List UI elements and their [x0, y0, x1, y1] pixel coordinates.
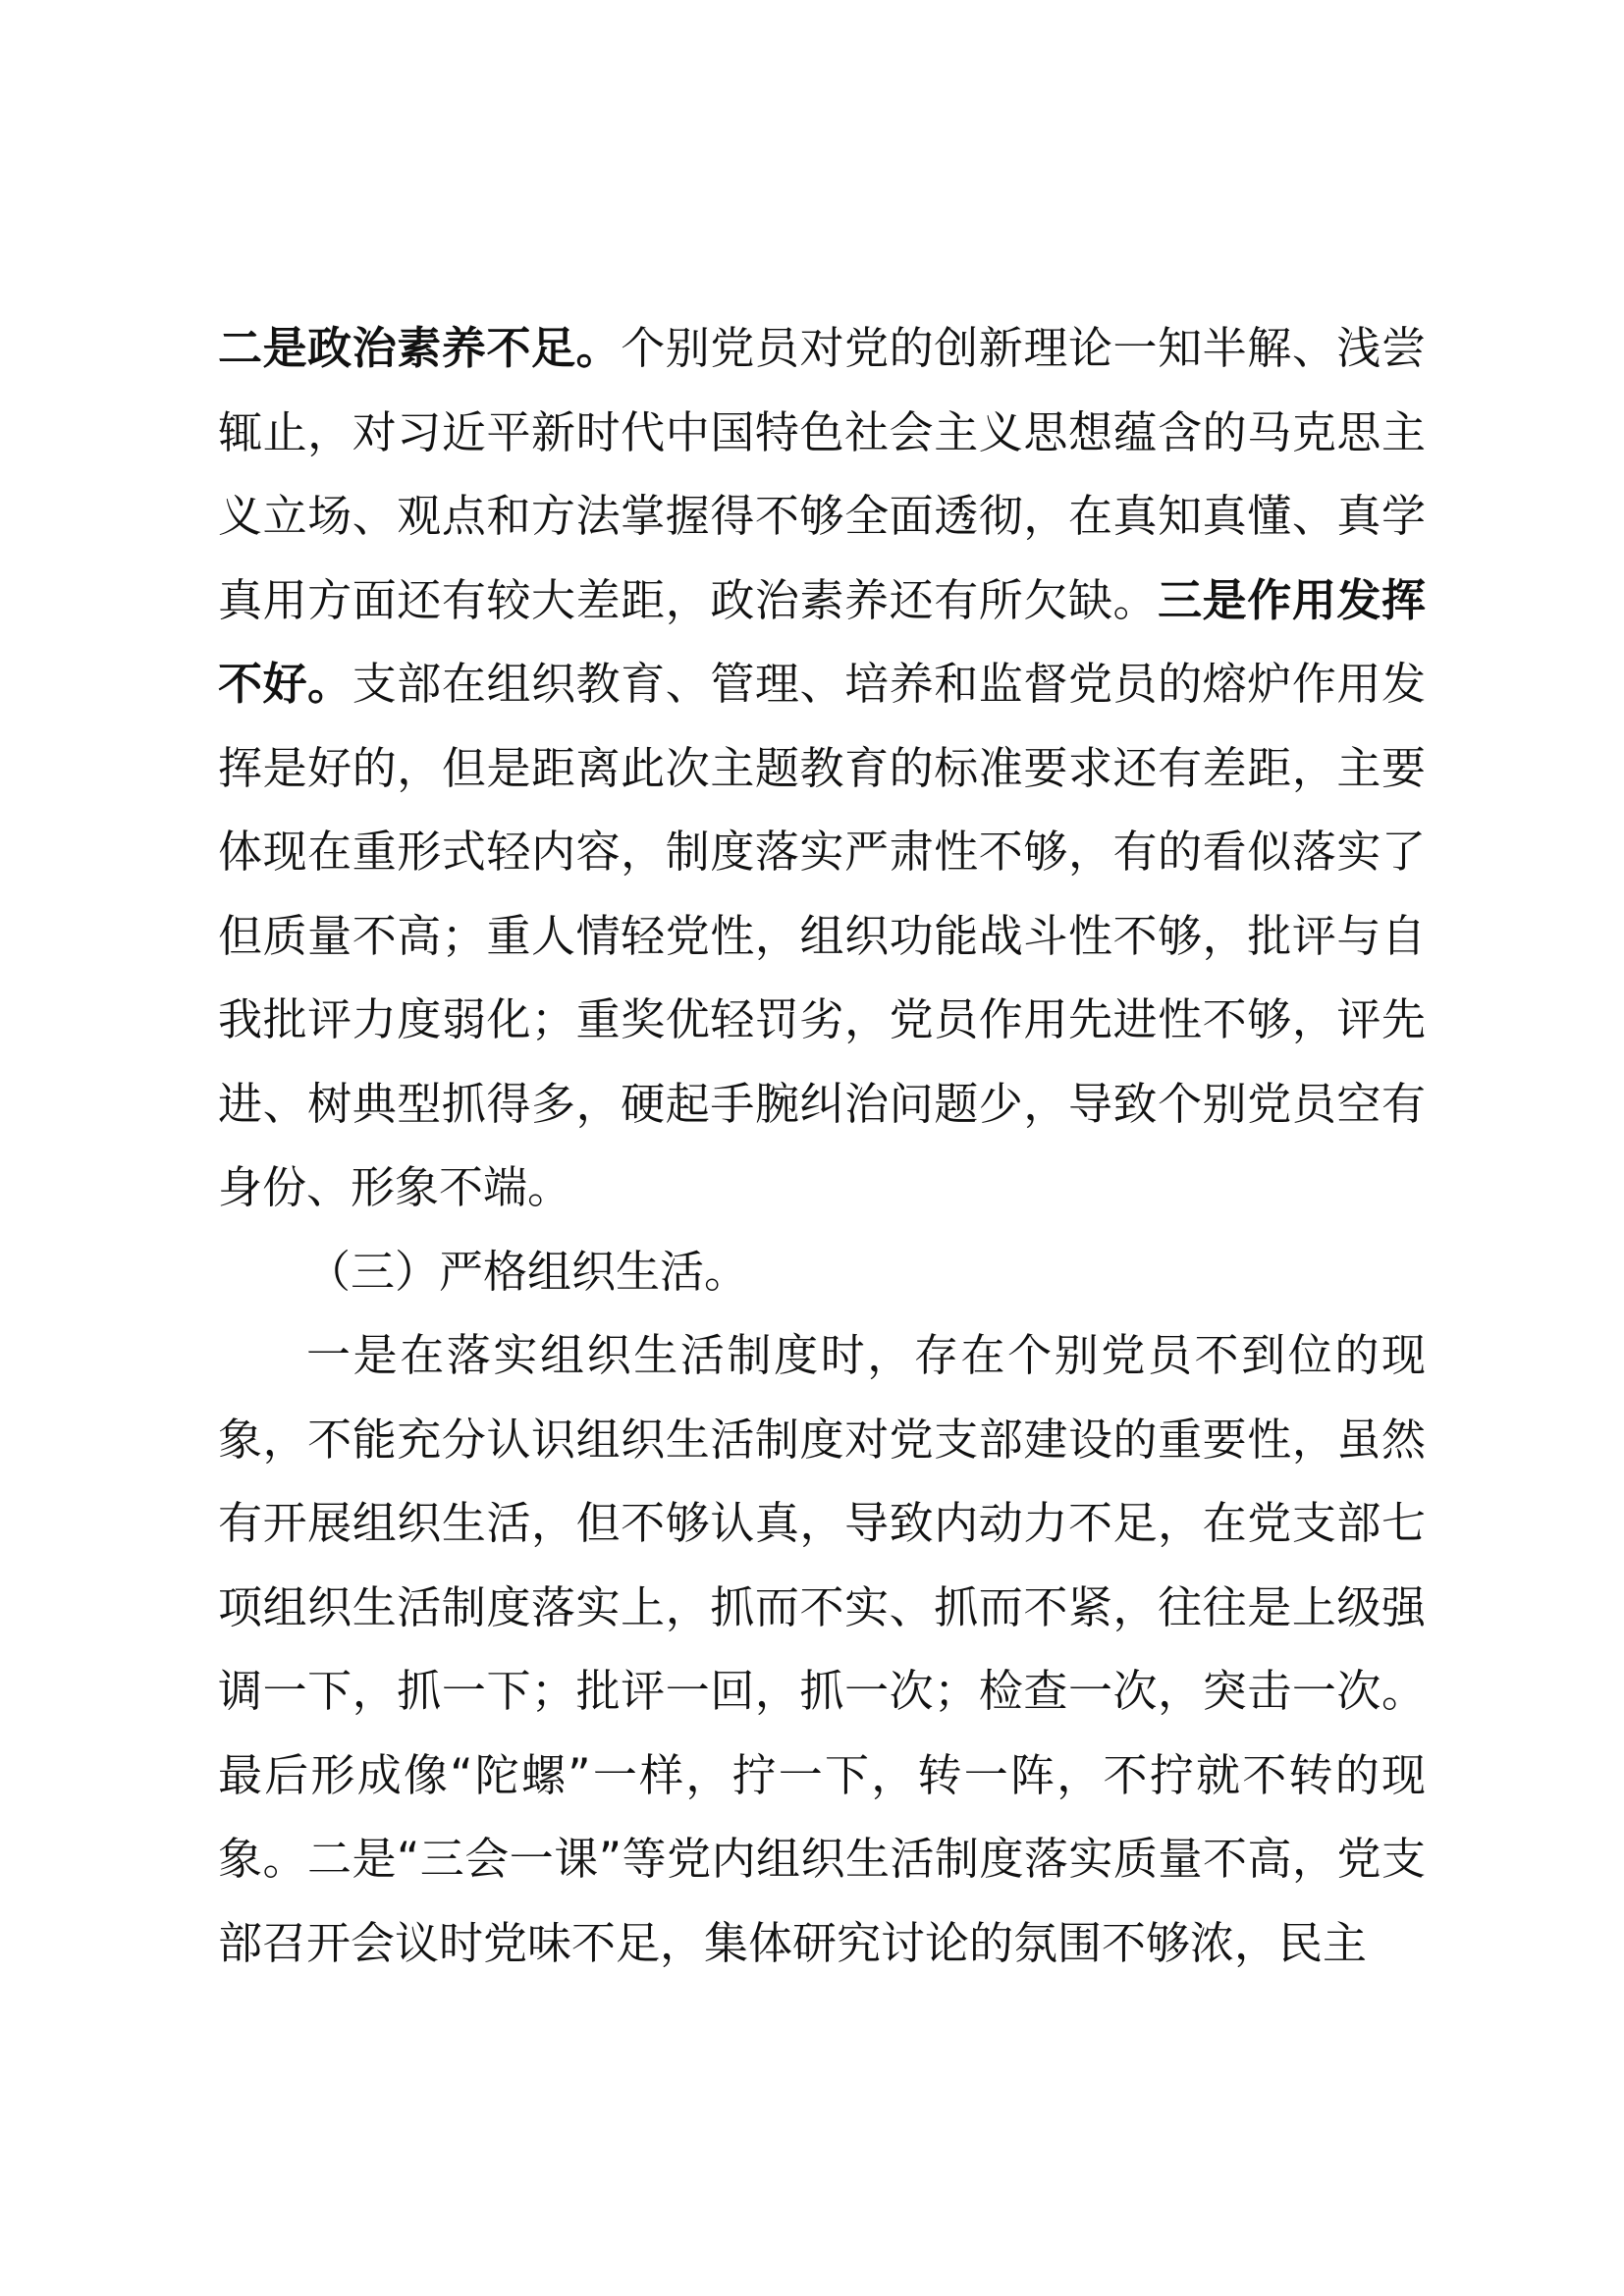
- paragraph-political-quality: [218, 306, 1426, 1230]
- point-text-role-play: 支部在组织教育、管理、培养和监督党员的熔炉作用发挥是好的，但是距离此次主题教育的标准要求还有差距，主要体现在重形式轻内容，制度落实严肃性不够，有的看似落实了但质量不高；重人情轻党性，组织功能战斗性不够，批评与自我批评力度弱化；重奖优轻罚劣，党员作用先进性不够，评先进、树典型抓得多，硬起手腕纠治问题少，导致个别党员空有身份、形象不端。: [218, 658, 1426, 1213]
- section-heading: （三）严格组织生活。: [306, 1245, 749, 1298]
- paragraph-organizational-life: 一是在落实组织生活制度时，存在个别党员不到位的现象，不能充分认识组织生活制度对党支部建设的重要性，虽然有开展组织生活，但不够认真，导致内动力不足，在党支部七项组织生活制度落实上，抓而不实、抓而不紧，往往是上级强调一下，抓一下；批评一回，抓一次；检查一次，突击一次。最后形成像“陀螺”一样，拧一下，转一阵，不拧就不转的现象。二是“三会一课”等党内组织生活制度落实质量不高，党支部召开会议时党味不足，集体研究讨论的氛围不够浓，民主: [218, 1329, 1426, 1969]
- point-heading-political-quality: 二是政治素养不足。: [218, 322, 622, 374]
- document-body: [218, 306, 1426, 1985]
- point-heading-role-play: 三是作用发挥不好。: [218, 573, 1426, 710]
- point-text-political-quality: 个别党员对党的创新理论一知半解、浅尝辄止，对习近平新时代中国特色社会主义思想蕴含的马克思主义立场、观点和方法掌握得不够全面透彻，在真知真懂、真学真用方面还有较大差距，政治素养还有所欠缺。: [218, 322, 1426, 626]
